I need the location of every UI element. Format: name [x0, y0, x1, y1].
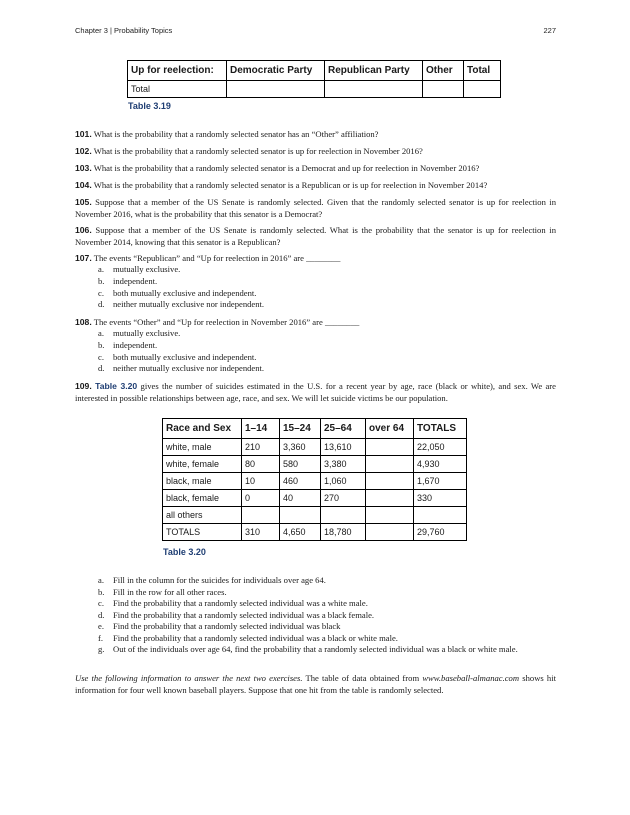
list-item-text: Find the probability that a randomly selected individual was a black or white male.: [113, 632, 398, 643]
table-cell: 580: [280, 456, 321, 473]
list-item: [98, 587, 558, 599]
question-105: [75, 197, 556, 220]
option-letter: a.: [98, 264, 104, 274]
intro-text: shows hit information for four well known baseball players. Suppose that one hit from the table is randomly selected.: [75, 673, 556, 695]
table-cell: 13,610: [321, 439, 366, 456]
table-caption: Table 3.19: [128, 101, 171, 111]
table-cell: [242, 507, 280, 524]
list-item: [98, 644, 558, 656]
option-item: [98, 264, 180, 276]
question-number: 101.: [75, 129, 92, 139]
table-cell: 310: [242, 524, 280, 541]
question-102: [75, 146, 556, 158]
table-cell: [464, 81, 501, 98]
table-cell: 460: [280, 473, 321, 490]
question-text: What is the probability that a randomly selected senator is a Democrat and up for reelection in November 2016?: [93, 163, 480, 173]
intro-paragraph: [75, 673, 556, 696]
list-item-text: Find the probability that a randomly selected individual was a black female.: [113, 609, 375, 620]
table-cell: [414, 507, 467, 524]
table-cell: [325, 81, 423, 98]
page-number: 227: [543, 26, 556, 35]
question-text: The events “Republican” and “Up for reelection in 2016” are ________: [93, 253, 341, 263]
table-cell: white, male: [163, 439, 242, 456]
table-cell: 10: [242, 473, 280, 490]
table-header-cell: Other: [423, 61, 464, 81]
option-text: mutually exclusive.: [113, 328, 181, 338]
table-caption: Table 3.20: [163, 547, 206, 557]
table-cell: 40: [280, 490, 321, 507]
table-cell: black, female: [163, 490, 242, 507]
list-item-letter: d.: [98, 609, 105, 620]
option-letter: b.: [98, 340, 105, 350]
table-3-19: [127, 60, 501, 98]
table-header-cell: Republican Party: [325, 61, 423, 81]
option-text: independent.: [113, 340, 158, 350]
list-item-letter: g.: [98, 644, 105, 654]
table-cell: [366, 439, 414, 456]
table-header-cell: TOTALS: [414, 419, 467, 439]
question-text: What is the probability that a randomly selected senator is a Republican or is up for reelection in November 2014?: [93, 180, 488, 190]
list-item-letter: e.: [98, 621, 104, 631]
question-109: [75, 381, 556, 404]
table-3-20: [162, 418, 467, 541]
table-cell: 0: [242, 490, 280, 507]
option-text: independent.: [113, 276, 158, 286]
question-number: 105.: [75, 197, 92, 207]
parts-list: [98, 575, 558, 656]
question-number: 106.: [75, 225, 92, 235]
list-item-text: Fill in the column for the suicides for individuals over age 64.: [113, 575, 326, 585]
table-cell: 210: [242, 439, 280, 456]
table-cell: [423, 81, 464, 98]
table-row: [163, 524, 467, 541]
list-item-text: Find the probability that a randomly selected individual was black: [113, 621, 341, 631]
table-cell: 29,760: [414, 524, 467, 541]
table-cell: 4,650: [280, 524, 321, 541]
question-101: [75, 129, 556, 141]
option-text: both mutually exclusive and independent.: [113, 288, 257, 298]
table-header-cell: 25–64: [321, 419, 366, 439]
list-item: [98, 633, 558, 645]
list-item-text: Out of the individuals over age 64, find the probability that a randomly selected individual was a black or white male.: [113, 644, 518, 654]
option-item: [98, 276, 157, 288]
chapter-header: Chapter 3 | Probability Topics: [75, 26, 173, 35]
table-cell: 1,670: [414, 473, 467, 490]
option-text: mutually exclusive.: [113, 264, 181, 274]
question-108: [75, 317, 556, 329]
question-number: 108.: [75, 317, 92, 327]
table-header-cell: Race and Sex: [163, 419, 242, 439]
table-header-row: [163, 419, 467, 439]
question-number: 109.: [75, 381, 92, 391]
table-cell: Total: [128, 81, 227, 98]
option-letter: d.: [98, 299, 105, 309]
table-header-cell: 15–24: [280, 419, 321, 439]
question-104: [75, 180, 556, 192]
question-number: 103.: [75, 163, 92, 173]
table-cell: 330: [414, 490, 467, 507]
option-letter: a.: [98, 328, 104, 338]
option-item: [98, 328, 180, 340]
list-item-letter: b.: [98, 586, 105, 597]
table-cell: 1,060: [321, 473, 366, 490]
question-number: 104.: [75, 180, 92, 190]
list-item-letter: f.: [98, 632, 104, 643]
question-text: Suppose that a member of the US Senate is randomly selected. What is the probability that the senator is up for reelection in November 2014, knowing that this senator is a Republican?: [75, 225, 556, 247]
table-cell: black, male: [163, 473, 242, 490]
table-cell: [366, 473, 414, 490]
list-item-text: Fill in the row for all other races.: [113, 586, 227, 597]
question-text: What is the probability that a randomly selected senator is up for reelection in November 2016?: [93, 146, 423, 156]
question-number: 107.: [75, 253, 92, 263]
table-header-row: [128, 61, 501, 81]
intro-text: The table of data obtained from: [305, 673, 420, 683]
table-row: [128, 81, 501, 98]
table-reference-link[interactable]: Table 3.20: [95, 381, 138, 391]
table-cell: all others: [163, 507, 242, 524]
table-cell: [227, 81, 325, 98]
table-header-cell: Total: [464, 61, 501, 81]
table-cell: 3,360: [280, 439, 321, 456]
list-item: [98, 610, 558, 622]
intro-italic: Use the following information to answer the next two exercises.: [75, 673, 303, 683]
table-cell: 4,930: [414, 456, 467, 473]
list-item: [98, 621, 558, 633]
table-cell: 18,780: [321, 524, 366, 541]
option-text: neither mutually exclusive nor independent.: [113, 299, 265, 309]
table-cell: 80: [242, 456, 280, 473]
option-letter: d.: [98, 363, 105, 373]
question-text: The events “Other” and “Up for reelection in November 2016” are ________: [93, 317, 360, 327]
table-cell: TOTALS: [163, 524, 242, 541]
question-text: Suppose that a member of the US Senate is randomly selected. Given that the randomly selected senator is up for reelection in November 2016, what is the probability that this senator is a Democrat?: [75, 197, 556, 219]
list-item-letter: a.: [98, 575, 104, 585]
option-item: [98, 288, 256, 300]
option-letter: c.: [98, 288, 104, 298]
table-cell: [366, 490, 414, 507]
question-text: gives the number of suicides estimated in the U.S. for a recent year by age, race (black or white), and sex. We are interested in possible relationships between age, race, and sex. We will let suicide victims be our population.: [75, 381, 556, 403]
table-cell: white, female: [163, 456, 242, 473]
option-item: [98, 363, 264, 375]
list-item-letter: c.: [98, 598, 104, 608]
option-letter: b.: [98, 276, 105, 286]
table-row: [163, 507, 467, 524]
table-cell: [321, 507, 366, 524]
list-item: [98, 575, 558, 587]
option-letter: c.: [98, 352, 104, 362]
table-header-cell: Democratic Party: [227, 61, 325, 81]
question-text: What is the probability that a randomly selected senator has an “Other” affiliation?: [93, 129, 379, 139]
table-row: [163, 456, 467, 473]
option-item: [98, 352, 256, 364]
table-cell: 22,050: [414, 439, 467, 456]
list-item-text: Find the probability that a randomly selected individual was a white male.: [113, 598, 368, 608]
option-item: [98, 340, 157, 352]
table-cell: [366, 456, 414, 473]
table-cell: 3,380: [321, 456, 366, 473]
table-header-cell: over 64: [366, 419, 414, 439]
table-row: [163, 473, 467, 490]
question-106: [75, 225, 556, 248]
table-cell: [280, 507, 321, 524]
question-107: [75, 253, 556, 265]
option-item: [98, 299, 264, 311]
table-header-cell: Up for reelection:: [128, 61, 227, 81]
table-row: [163, 439, 467, 456]
table-cell: [366, 524, 414, 541]
table-cell: [366, 507, 414, 524]
option-text: neither mutually exclusive nor independent.: [113, 363, 265, 373]
option-text: both mutually exclusive and independent.: [113, 352, 257, 362]
question-103: [75, 163, 556, 175]
table-cell: 270: [321, 490, 366, 507]
table-header-cell: 1–14: [242, 419, 280, 439]
list-item: [98, 598, 558, 610]
question-number: 102.: [75, 146, 92, 156]
website-reference: www.baseball-almanac.com: [422, 673, 520, 683]
table-row: [163, 490, 467, 507]
